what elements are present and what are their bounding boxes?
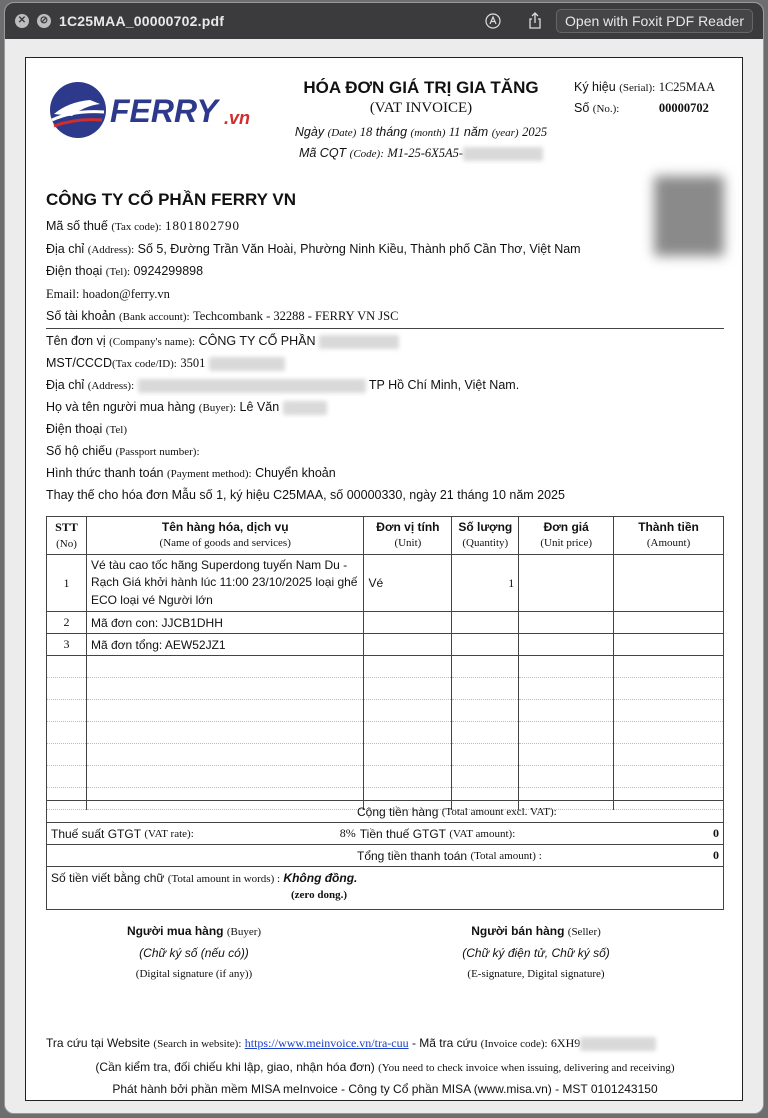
window-title: 1C25MAA_00000702.pdf (59, 13, 225, 29)
redacted-block (580, 1037, 656, 1051)
vat-amount-value: 0 (713, 826, 719, 840)
seller-address-label: Địa chỉ (46, 242, 85, 256)
invoice-subtitle: (VAT INVOICE) (369, 100, 473, 116)
words-label: Số tiền viết bằng chữ (51, 871, 165, 885)
seller-sign-note: (Chữ ký điện tử, Chữ ký số) (462, 946, 610, 960)
redacted-block (283, 401, 327, 415)
seller-sign-title-en: (Seller) (567, 926, 601, 938)
buyer-tax-label-en: (Tax code/ID): (111, 358, 177, 370)
date-month: 11 (448, 125, 461, 139)
col-header-qty: Số lượng (Quantity) (452, 517, 519, 555)
buyer-name-value: Lê Văn (239, 400, 280, 414)
redacted-block (209, 357, 285, 371)
serial-label-en: (Serial): (619, 82, 656, 94)
buyer-name-label-en: (Buyer): (198, 402, 237, 414)
buyer-address-value: TP Hồ Chí Minh, Việt Nam. (368, 378, 520, 392)
lookup-label: Tra cứu tại Website (46, 1036, 151, 1050)
col-header-name: Tên hàng hóa, dịch vụ (Name of goods and services) (86, 517, 364, 555)
redacted-block (319, 335, 399, 349)
buyer-sign-note-en: (Digital signature (if any)) (135, 968, 253, 980)
date-label: Ngày (294, 125, 325, 139)
tax-authority-code (276, 146, 566, 161)
buyer-signature (74, 924, 314, 980)
month-label: tháng (375, 125, 408, 139)
col-header-no: STT (No) (47, 517, 87, 555)
seller-phone-label-en: (Tel): (105, 266, 131, 278)
vat-amount-label-en: (VAT amount): (449, 827, 516, 840)
replace-note: Thay thế cho hóa đơn Mẫu số 1, ký hiệu C25MAA, số 00000330, ngày 21 tháng 10 năm 2025 (46, 488, 565, 502)
issuer-note: Phát hành bởi phần mềm MISA meInvoice - Công ty Cổ phần MISA (www.misa.vn) - MST 0101243150 (112, 1082, 658, 1096)
buyer-sign-title-en: (Buyer) (226, 926, 262, 938)
lookup-label-en: (Search in website): (153, 1038, 242, 1050)
number-label: Số (574, 101, 590, 115)
row-qty: 1 (452, 555, 519, 612)
vat-row (47, 822, 723, 844)
seller-address-label-en: (Address): (87, 244, 135, 256)
svg-text:.vn: .vn (224, 108, 251, 128)
row-no: 2 (47, 612, 87, 634)
payment-value: Chuyển khoản (255, 466, 336, 480)
seller-name: CÔNG TY CỔ PHẦN FERRY VN (46, 190, 296, 209)
seller-email-value: hoadon@ferry.vn (82, 287, 170, 301)
divider (46, 328, 724, 329)
seller-sign-note-en: (E-signature, Digital signature) (467, 968, 605, 980)
subtotal-row (47, 800, 723, 822)
words-value: Không đồng. (283, 871, 358, 885)
redacted-block (138, 379, 366, 393)
lookup-code-label-en: (Invoice code): (480, 1038, 548, 1050)
markup-icon[interactable] (484, 12, 502, 30)
buyer-passport-row (46, 444, 200, 458)
vat-rate-label: Thuế suất GTGT (51, 826, 142, 841)
seller-tax-label-en: (Tax code): (111, 221, 162, 233)
buyer-name-label: Họ và tên người mua hàng (46, 400, 196, 414)
row-name: Mã đơn con: JJCB1DHH (86, 612, 364, 634)
vat-rate-label-en: (VAT rate): (144, 827, 194, 840)
qr-code-redacted (654, 176, 724, 256)
redacted-block (463, 147, 543, 161)
invoice-date (276, 125, 566, 140)
serial-value: 1C25MAA (658, 80, 715, 94)
share-icon[interactable] (526, 12, 544, 30)
svg-text:FERRY: FERRY (110, 93, 218, 129)
check-note-en: (You need to check invoice when issuing, delivering and receiving) (378, 1062, 675, 1074)
seller-address-row (46, 242, 581, 256)
buyer-sign-note: (Chữ ký số (nếu có)) (139, 946, 249, 960)
amount-in-words (46, 866, 724, 910)
seller-bank-label: Số tài khoản (46, 309, 116, 323)
buyer-sign-title: Người mua hàng (126, 924, 224, 938)
seller-bank-row (46, 309, 398, 324)
buyer-passport-label: Số hộ chiếu (46, 444, 113, 458)
buyer-phone-row (46, 422, 127, 436)
empty-row (47, 722, 724, 744)
serial-block (574, 80, 715, 122)
serial-label: Ký hiệu (574, 80, 616, 94)
buyer-phone-label: Điện thoại (46, 422, 103, 436)
number-label-en: (No.): (592, 103, 620, 115)
invoice-title: HÓA ĐƠN GIÁ TRỊ GIA TĂNG (303, 78, 539, 97)
empty-row (47, 766, 724, 788)
seller-email-row (46, 287, 170, 302)
close-icon[interactable]: ✕ (15, 14, 29, 28)
empty-row (47, 700, 724, 722)
lookup-code-value: 6XH9 (550, 1036, 581, 1050)
date-day: 18 (359, 125, 373, 139)
seller-email-label: Email: (46, 287, 80, 301)
table-row (47, 634, 724, 656)
code-label: Mã CQT (298, 146, 347, 160)
seller-bank-value: Techcombank - 32288 - FERRY VN JSC (193, 309, 399, 323)
buyer-company-value: CÔNG TY CỔ PHẦN (198, 334, 316, 348)
vat-rate-value: 8% (339, 826, 356, 840)
seller-phone-row (46, 264, 203, 278)
buyer-name-row (46, 400, 327, 415)
row-amount (614, 555, 724, 612)
col-header-price: Đơn giá (Unit price) (519, 517, 614, 555)
row-name: Mã đơn tổng: AEW52JZ1 (86, 634, 364, 656)
document-area[interactable] (5, 39, 763, 1113)
payment-label: Hình thức thanh toán (46, 466, 164, 480)
lookup-row (46, 1036, 764, 1051)
date-label-en: (Date) (327, 127, 357, 139)
total-row (47, 844, 723, 866)
check-note-vi: (Cần kiểm tra, đối chiếu khi lập, giao, nhận hóa đơn) (95, 1060, 375, 1074)
row-no: 3 (47, 634, 87, 656)
buyer-phone-label-en: (Tel) (105, 424, 127, 436)
seller-phone-label: Điện thoại (46, 264, 103, 278)
subtotal-label-en: (Total amount excl. VAT): (441, 805, 557, 818)
date-year: 2025 (522, 125, 548, 139)
ferry-logo (48, 80, 268, 140)
buyer-tax-value: 3501 (180, 356, 206, 370)
buyer-passport-label-en: (Passport number): (115, 446, 200, 458)
vat-amount-label: Tiền thuế GTGT (359, 826, 447, 841)
seller-signature (416, 924, 656, 980)
lookup-link[interactable]: https://www.meinvoice.vn/tra-cuu (244, 1036, 409, 1050)
invoice-page (25, 57, 743, 1101)
buyer-address-label-en: (Address): (87, 380, 135, 392)
row-name: Vé tàu cao tốc hãng Superdong tuyến Nam Du - Rạch Giá khởi hành lúc 11:00 23/10/2025 loại ghế ECO loại vé Người lớn (86, 555, 364, 612)
col-header-amount: Thành tiền (Amount) (614, 517, 724, 555)
year-label-en: (year) (491, 127, 519, 139)
title-bar (5, 3, 763, 39)
totals-block (46, 800, 724, 867)
table-header-row (47, 517, 724, 555)
subtotal-label: Cộng tiền hàng (357, 804, 439, 819)
total-label: Tổng tiền thanh toán (357, 848, 468, 863)
words-value-en: (zero dong.) (291, 889, 348, 901)
col-header-unit: Đơn vị tính (Unit) (364, 517, 452, 555)
seller-tax-label: Mã số thuế (46, 219, 108, 233)
buyer-company-label: Tên đơn vị (46, 334, 106, 348)
buyer-company-label-en: (Company's name): (109, 336, 196, 348)
buyer-tax-row (46, 356, 285, 371)
row-unit: Vé (364, 555, 452, 612)
row-price (519, 555, 614, 612)
seller-address-value: Số 5, Đường Trần Văn Hoài, Phường Ninh Kiều, Thành phố Cần Thơ, Việt Nam (137, 242, 581, 256)
open-with-button[interactable]: Open with Foxit PDF Reader (556, 9, 753, 33)
items-table (46, 516, 724, 810)
seller-sign-title: Người bán hàng (471, 924, 565, 938)
seller-bank-label-en: (Bank account): (118, 311, 190, 323)
circle-x-icon[interactable]: ⊘ (37, 14, 51, 28)
row-no: 1 (47, 555, 87, 612)
year-label: năm (463, 125, 489, 139)
payment-label-en: (Payment method): (166, 468, 252, 480)
buyer-company-row (46, 334, 399, 349)
seller-tax-value: 1801802790 (165, 218, 241, 233)
buyer-address-row (46, 378, 519, 393)
words-label-en: (Total amount in words) : (167, 873, 281, 885)
code-value: M1-25-6X5A5- (387, 146, 464, 160)
empty-row (47, 678, 724, 700)
table-row (47, 555, 724, 612)
buyer-tax-label: MST/CCCD (46, 356, 112, 370)
total-label-en: (Total amount) : (470, 849, 542, 862)
empty-row (47, 744, 724, 766)
check-note (26, 1060, 744, 1074)
lookup-code-label: - Mã tra cứu (411, 1036, 478, 1050)
table-row (47, 612, 724, 634)
number-value: 00000702 (658, 101, 709, 115)
invoice-title-block (276, 78, 566, 161)
month-label-en: (month) (410, 127, 446, 139)
payment-row (46, 466, 336, 480)
seller-tax-row (46, 218, 240, 234)
total-value: 0 (713, 848, 719, 862)
pdf-viewer-window (4, 2, 764, 1114)
empty-row (47, 656, 724, 678)
seller-phone-value: 0924299898 (133, 264, 204, 278)
buyer-address-label: Địa chỉ (46, 378, 85, 392)
code-label-en: (Code): (349, 148, 384, 160)
